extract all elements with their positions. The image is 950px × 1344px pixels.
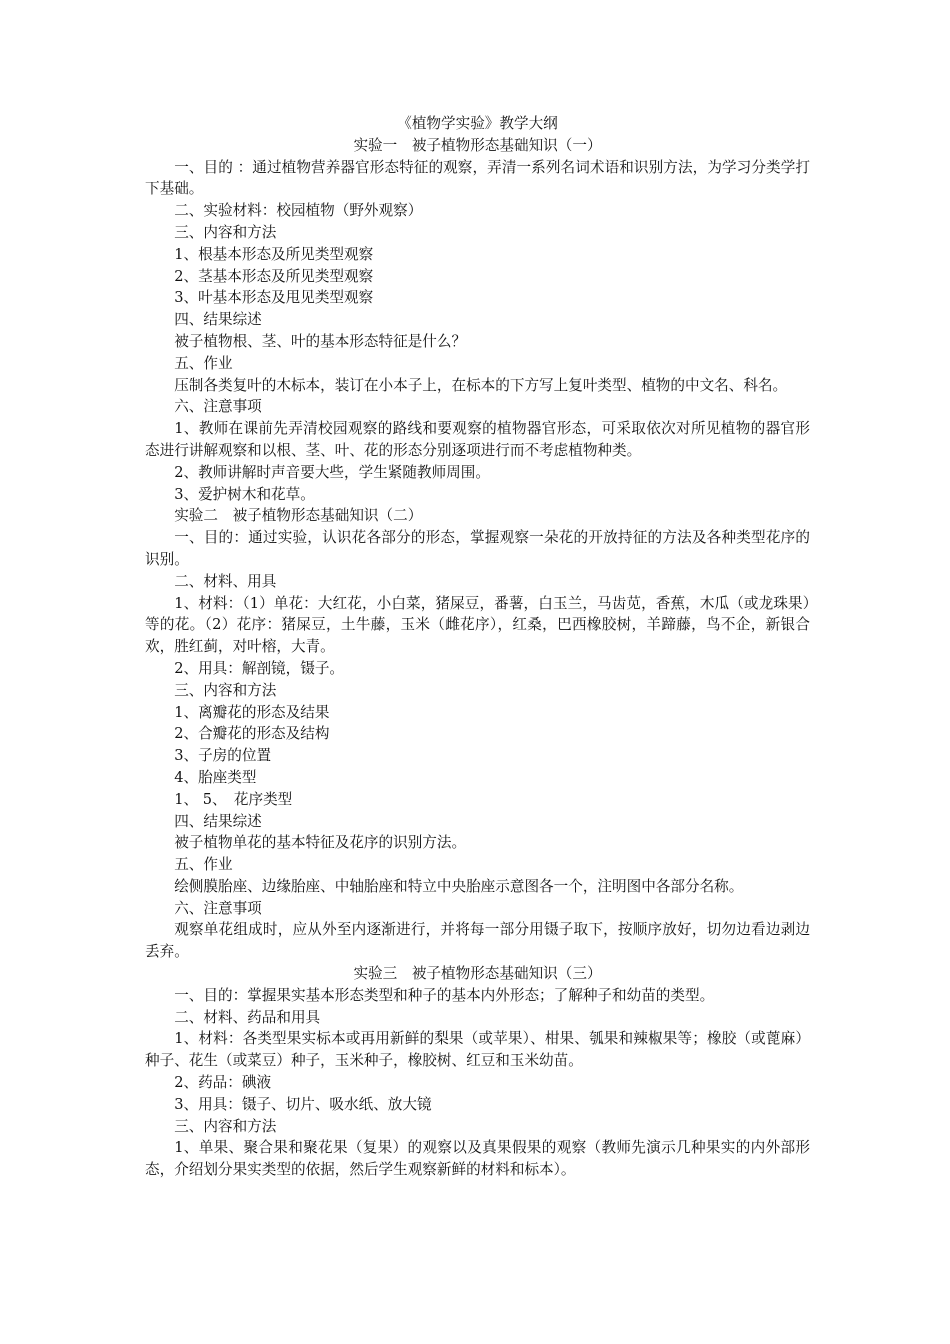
paragraph: 2、茎基本形态及所见类型观察 xyxy=(174,267,374,285)
paragraph: 二、实验材料：校园植物（野外观察） xyxy=(174,202,423,220)
paragraph: 1、 5、 花序类型 xyxy=(174,790,293,808)
paragraph: 二、材料、用具 xyxy=(174,572,277,590)
paragraph: 五、作业 xyxy=(174,354,233,372)
paragraph: 3、子房的位置 xyxy=(174,747,272,765)
section-heading: 实验三 被子植物形态基础知识（三） xyxy=(353,965,602,983)
paragraph: 三、内容和方法 xyxy=(174,223,277,241)
paragraph: 五、作业 xyxy=(174,856,233,874)
paragraph: 2、用具：解剖镜，镊子。 xyxy=(174,659,345,677)
paragraph: 被子植物根、茎、叶的基本形态特征是什么？ xyxy=(174,332,467,350)
paragraph: 实验二 被子植物形态基础知识（二） xyxy=(174,507,423,525)
paragraph: 3、叶基本形态及甩见类型观察 xyxy=(174,289,374,307)
paragraph: 1、材料：（1）单花：大红花，小白菜，猪屎豆，番薯，白玉兰，马齿苋，香蕉，木瓜（或龙珠果）等的花。（2）花序：猪屎豆，土牛藤，玉米（雌花序），红桑，巴西橡胶树，羊蹄藤，鸟不企，新银合欢，胜红蓟，对叶榕，大青。 xyxy=(145,594,810,656)
paragraph: 三、内容和方法 xyxy=(174,1117,277,1135)
paragraph: 二、材料、药品和用具 xyxy=(174,1008,321,1026)
paragraph: 绘侧膜胎座、边缘胎座、中轴胎座和特立中央胎座示意图各一个，注明图中各部分名称。 xyxy=(174,877,744,895)
paragraph: 压制各类复叶的木标本，装订在小本子上，在标本的下方写上复叶类型、植物的中文名、科名。 xyxy=(174,376,788,394)
paragraph: 三、内容和方法 xyxy=(174,681,277,699)
paragraph: 被子植物单花的基本特征及花序的识别方法。 xyxy=(174,834,467,852)
paragraph: 一、目的：通过实验，认识花各部分的形态，掌握观察一朵花的开放持征的方法及各种类型花序的识别。 xyxy=(145,529,810,568)
paragraph: 1、单果、聚合果和聚花果（复果）的观察以及真果假果的观察（教师先演示几种果实的内外部形态，介绍划分果实类型的依据，然后学生观察新鲜的材料和标本）。 xyxy=(145,1139,810,1179)
paragraph: 观察单花组成时，应从外至内逐渐进行，并将每一部分用镊子取下，按顺序放好，切勿边看边剥边丢弃。 xyxy=(145,921,810,961)
paragraph: 六、注意事项 xyxy=(174,899,262,917)
paragraph: 2、教师讲解时声音要大些，学生紧随教师周围。 xyxy=(174,463,490,481)
document-body xyxy=(145,135,810,1181)
paragraph: 1、根基本形态及所见类型观察 xyxy=(174,245,374,263)
document-page xyxy=(145,113,810,1181)
paragraph: 4、胎座类型 xyxy=(174,768,257,786)
paragraph: 一、目的：掌握果实基本形态类型和种子的基本内外形态；了解种子和幼苗的类型。 xyxy=(174,986,715,1004)
paragraph: 2、合瓣花的形态及结构 xyxy=(174,725,330,743)
paragraph: 1、材料：各类型果实标本或再用新鲜的梨果（或苹果）、柑果、瓠果和辣椒果等；橡胶（或蓖麻）种子、花生（或菜豆）种子，玉米种子，橡胶树、红豆和玉米幼苗。 xyxy=(145,1030,810,1070)
paragraph: 3、用具：镊子、切片、吸水纸、放大镜 xyxy=(174,1095,432,1113)
paragraph: 1、离瓣花的形态及结果 xyxy=(174,703,330,721)
paragraph: 1、教师在课前先弄清校园观察的路线和要观察的植物器官形态，可采取依次对所见植物的器官形态进行讲解观察和以根、茎、叶、花的形态分别逐项进行而不考虑植物种类。 xyxy=(145,420,810,459)
paragraph: 六、注意事项 xyxy=(174,398,262,416)
document-title: 《植物学实验》教学大纲 xyxy=(397,115,558,132)
paragraph: 四、结果综述 xyxy=(174,311,262,329)
paragraph: 2、药品：碘液 xyxy=(174,1074,272,1092)
paragraph: 四、结果综述 xyxy=(174,812,262,830)
paragraph: 3、爱护树木和花草。 xyxy=(174,485,315,503)
paragraph: 一、目的 ：通过植物营养器官形态特征的观察，弄清一系列名词术语和识别方法，为学习分类学打下基础。 xyxy=(145,158,810,198)
section-heading: 实验一 被子植物形态基础知识（一） xyxy=(353,136,602,154)
